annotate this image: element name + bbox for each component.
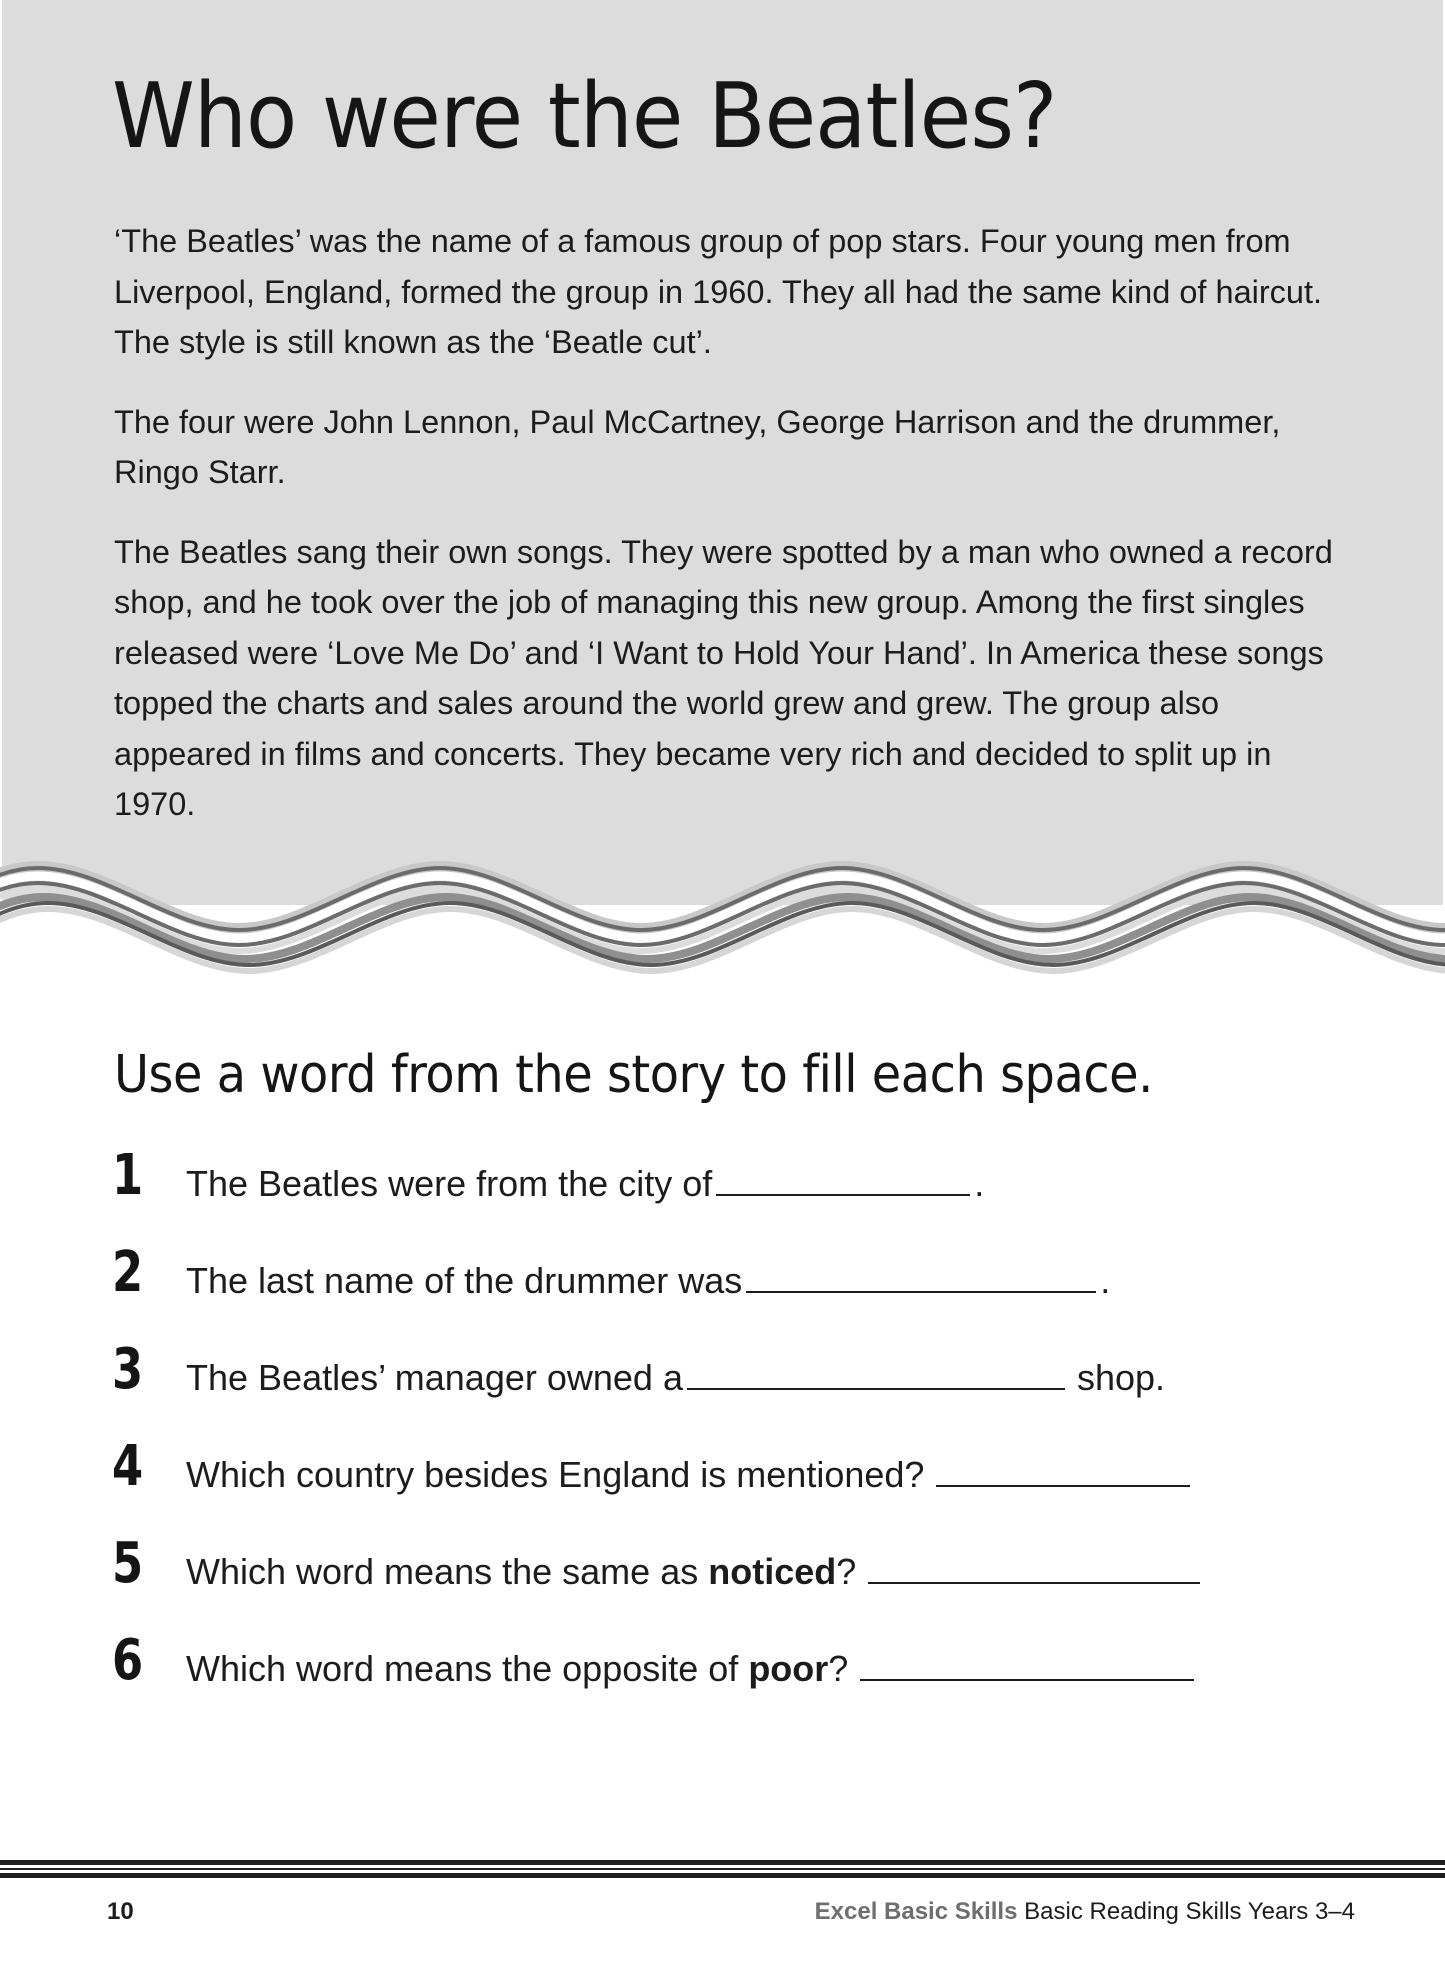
answer-blank[interactable] bbox=[746, 1261, 1096, 1293]
question-prompt: The Beatles’ manager owned a bbox=[186, 1357, 683, 1398]
answer-blank[interactable] bbox=[716, 1164, 970, 1196]
story-paragraph: The four were John Lennon, Paul McCartney, George Harrison and the drummer, Ringo Starr. bbox=[114, 403, 1281, 490]
book-credit bbox=[815, 1898, 1355, 1926]
footer-rule-thin bbox=[0, 1868, 1445, 1870]
question-prompt: Which word means the same as bbox=[186, 1551, 699, 1592]
question-mark: ? bbox=[828, 1648, 849, 1689]
story-text bbox=[114, 216, 1344, 859]
question-text bbox=[186, 1164, 984, 1204]
question-prompt: Which country besides England is mentioned? bbox=[186, 1454, 925, 1495]
question-mark: ? bbox=[836, 1551, 857, 1592]
answer-blank[interactable] bbox=[868, 1552, 1200, 1584]
question-number: 2 bbox=[112, 1240, 144, 1305]
question-end: shop. bbox=[1076, 1357, 1166, 1398]
answer-blank[interactable] bbox=[860, 1649, 1194, 1681]
footer-rule-thick bbox=[0, 1873, 1445, 1878]
question-1 bbox=[0, 1143, 1445, 1210]
question-2 bbox=[0, 1240, 1445, 1307]
keyword: noticed bbox=[708, 1551, 837, 1592]
question-4 bbox=[0, 1434, 1445, 1501]
question-number: 1 bbox=[112, 1143, 144, 1208]
question-text bbox=[186, 1552, 1204, 1592]
question-6 bbox=[0, 1628, 1445, 1695]
book-title: Basic Reading Skills Years 3–4 bbox=[1024, 1898, 1355, 1925]
question-5 bbox=[0, 1531, 1445, 1598]
question-number: 4 bbox=[112, 1434, 144, 1499]
footer-rule-thick bbox=[0, 1860, 1445, 1865]
question-end: . bbox=[974, 1163, 985, 1204]
question-text bbox=[186, 1261, 1110, 1301]
answer-blank[interactable] bbox=[687, 1358, 1065, 1390]
question-end: . bbox=[1100, 1260, 1111, 1301]
series-name: Excel Basic Skills bbox=[814, 1898, 1018, 1925]
wavy-divider bbox=[0, 840, 1445, 1010]
question-prompt: Which word means the opposite of bbox=[186, 1648, 739, 1689]
question-number: 5 bbox=[112, 1531, 144, 1596]
question-prompt: The Beatles were from the city of bbox=[186, 1163, 713, 1204]
question-3 bbox=[0, 1337, 1445, 1404]
activity-instruction: Use a word from the story to fill each space. bbox=[114, 1045, 1153, 1105]
question-number: 3 bbox=[112, 1337, 144, 1402]
question-text bbox=[186, 1649, 1198, 1689]
story-paragraph: The Beatles sang their own songs. They were spotted by a man who owned a record shop, and he took over the job of managing this new group. Among the first singles released were ‘Love Me Do’ and ‘I Want to Hold Your Hand’. In America these songs topped the charts and sales around the world grew and grew. The group also appeared in films and concerts. They became very rich and decided to split up in 1970. bbox=[114, 533, 1333, 822]
keyword: poor bbox=[748, 1648, 829, 1689]
question-number: 6 bbox=[112, 1628, 144, 1693]
page-number: 10 bbox=[107, 1898, 134, 1925]
story-paragraph: ‘The Beatles’ was the name of a famous group of pop stars. Four young men from Liverpool, England, formed the group in 1960. They all had the same kind of haircut. The style is still known as the ‘Beatle cut’. bbox=[114, 223, 1323, 360]
question-text bbox=[186, 1455, 1194, 1495]
question-text bbox=[186, 1358, 1165, 1398]
page-title: Who were the Beatles? bbox=[112, 64, 1057, 169]
answer-blank[interactable] bbox=[936, 1455, 1190, 1487]
question-prompt: The last name of the drummer was bbox=[186, 1260, 743, 1301]
